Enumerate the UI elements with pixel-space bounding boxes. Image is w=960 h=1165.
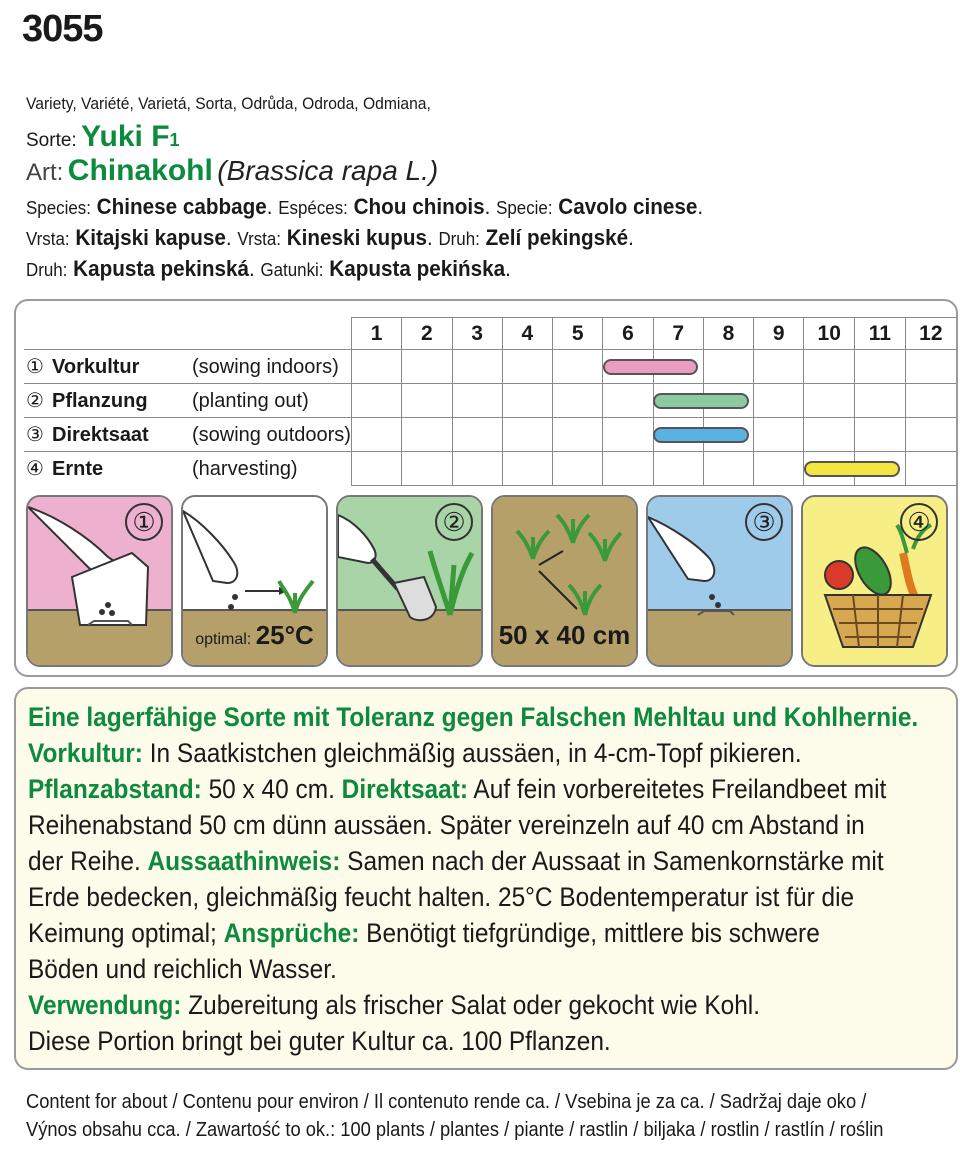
step-number: ① — [26, 356, 44, 378]
species-label: Vrsta: — [237, 229, 281, 249]
sorte-name: Yuki F — [81, 120, 170, 153]
month-label: 1 — [351, 318, 401, 350]
description-line — [28, 771, 933, 807]
content-footer — [26, 1088, 941, 1144]
step-number-badge: ① — [125, 503, 163, 541]
section-text: Auf fein vorbereitetes Freilandbeet mit — [467, 774, 887, 804]
description-line: Diese Portion bringt bei guter Kultur ca. 100 Pflanzen. — [28, 1026, 611, 1056]
calendar-table — [24, 317, 956, 486]
row-name: Direktsaat — [52, 424, 149, 446]
month-label: 6 — [603, 318, 653, 350]
month-label: 8 — [703, 318, 753, 350]
month-label: 11 — [855, 318, 906, 350]
instruction-tiles — [26, 495, 950, 667]
species-value: Kineski kupus — [286, 225, 427, 250]
species-label: Specie: — [496, 198, 553, 218]
description-line — [28, 915, 933, 951]
row-translation: (sowing outdoors) — [192, 424, 351, 446]
step-number-badge: ④ — [900, 503, 938, 541]
row-name: Ernte — [52, 458, 104, 481]
section-text: Samen nach der Aussaat in Samenkornstärke mit — [340, 846, 884, 876]
row-name: Pflanzung — [52, 390, 148, 412]
description-line — [28, 987, 933, 1023]
caption-small: optimal: — [195, 631, 252, 648]
section-label: Ansprüche: — [223, 918, 360, 948]
description-line — [28, 735, 933, 771]
row-translation: (planting out) — [192, 390, 309, 412]
species-label: Gatunki: — [260, 260, 324, 280]
species-value: Zelí pekingské — [485, 225, 629, 250]
sorte-row — [26, 120, 946, 154]
section-text: der Reihe. — [28, 846, 148, 876]
tile-caption — [493, 620, 636, 651]
description-box — [14, 687, 958, 1070]
species-line-3: Druh: Kapusta pekinská. Gatunki: Kapusta pekińska. — [26, 256, 511, 281]
row-translation: (sowing indoors) — [192, 356, 339, 378]
species-label: Vrsta: — [26, 229, 70, 249]
month-label: 2 — [402, 318, 452, 350]
tile-optimal-temperature — [181, 495, 328, 667]
species-label: Species: — [26, 198, 91, 218]
month-label: 12 — [905, 318, 956, 350]
month-label: 3 — [452, 318, 502, 350]
month-label: 7 — [653, 318, 703, 350]
tile-plant-spacing — [491, 495, 638, 667]
section-label: Vorkultur: — [28, 738, 143, 768]
art-row — [26, 154, 946, 192]
product-code: 3055 — [22, 8, 103, 50]
caption-big: 50 x 40 cm — [498, 620, 631, 650]
section-label: Aussaathinweis: — [147, 846, 341, 876]
section-label: Verwendung: — [28, 990, 182, 1020]
step-number: ③ — [26, 424, 44, 446]
description-line: Reihenabstand 50 cm dünn aussäen. Später vereinzeln auf 40 cm Abstand in — [28, 810, 865, 840]
section-label: Pflanzabstand: — [28, 774, 202, 804]
description-line — [28, 843, 933, 879]
species-line-2: Vrsta: Kitajski kapuse. Vrsta: Kineski kupus. Druh: Zelí pekingské. — [26, 225, 634, 250]
section-text: In Saatkistchen gleichmäßig aussäen, in 4-cm-Topf pikieren. — [142, 738, 802, 768]
species-value: Kapusta pekińska — [329, 256, 506, 281]
section-label: Direktsaat: — [341, 774, 468, 804]
species-line-1: Species: Chinese cabbage. Espéces: Chou chinois. Specie: Cavolo cinese. — [26, 194, 704, 219]
calendar-row-pflanzung — [24, 384, 956, 418]
calendar-row-vorkultur — [24, 350, 956, 384]
tile-caption — [183, 620, 326, 651]
calendar-row-direktsaat — [24, 418, 956, 452]
species-label: Druh: — [438, 229, 480, 249]
month-label: 5 — [553, 318, 603, 350]
step-number-badge: ③ — [745, 503, 783, 541]
species-value: Kitajski kapuse — [75, 225, 226, 250]
species-label: Espéces: — [278, 198, 348, 218]
art-label: Art: — [26, 159, 64, 186]
step-number: ② — [26, 390, 44, 412]
section-text: Zubereitung als frischer Salat oder gekocht wie Kohl. — [181, 990, 761, 1020]
footer-line-1: Content for about / Contenu pour environ / Il contenuto rende ca. / Vsebina je za ca. / Sadržaj daje oko / — [26, 1091, 867, 1113]
species-value: Chou chinois — [353, 194, 485, 219]
species-value: Chinese cabbage — [96, 194, 267, 219]
species-label: Druh: — [26, 260, 68, 280]
species-value: Cavolo cinese — [558, 194, 698, 219]
description-line: Erde bedecken, gleichmäßig feucht halten. 25°C Bodentemperatur ist für die — [28, 882, 855, 912]
species-value: Kapusta pekinská — [73, 256, 249, 281]
step-number: ④ — [26, 458, 44, 481]
variety-languages-line: Variety, Variété, Varietá, Sorta, Odrůda, Odroda, Odmiana, — [26, 94, 431, 113]
section-text: Keimung optimal; — [28, 918, 224, 948]
description-text — [28, 699, 933, 1059]
description-line: Böden und reichlich Wasser. — [28, 954, 337, 984]
section-text: 50 x 40 cm. — [201, 774, 342, 804]
variety-header — [26, 92, 946, 285]
sorte-name-subscript: 1 — [169, 130, 180, 150]
row-name: Vorkultur — [52, 356, 140, 378]
tile-planting-out — [336, 495, 483, 667]
row-translation: (harvesting) — [192, 458, 298, 481]
month-label: 10 — [804, 318, 855, 350]
sowing-calendar — [14, 299, 958, 677]
description-headline: Eine lagerfähige Sorte mit Toleranz gegen Falschen Mehltau und Kohlhernie. — [28, 702, 919, 732]
art-name: Chinakohl — [67, 154, 213, 187]
caption-big: 25°C — [255, 620, 314, 650]
tile-harvesting — [801, 495, 948, 667]
art-latin-name: (Brassica rapa L.) — [217, 155, 439, 186]
calendar-month-header — [24, 318, 956, 350]
section-text: Benötigt tiefgründige, mittlere bis schwere — [359, 918, 820, 948]
step-number-badge: ② — [435, 503, 473, 541]
month-label: 4 — [502, 318, 552, 350]
month-label: 9 — [754, 318, 804, 350]
tile-sowing-outdoors — [646, 495, 793, 667]
tile-sowing-indoors — [26, 495, 173, 667]
sorte-label: Sorte: — [26, 130, 77, 151]
footer-line-2: Výnos obsahu cca. / Zawartość to ok.: 100 plants / plantes / piante / rastlin / biljaka / rostlin / rastlín / roślin — [26, 1119, 884, 1141]
calendar-row-ernte — [24, 452, 956, 486]
